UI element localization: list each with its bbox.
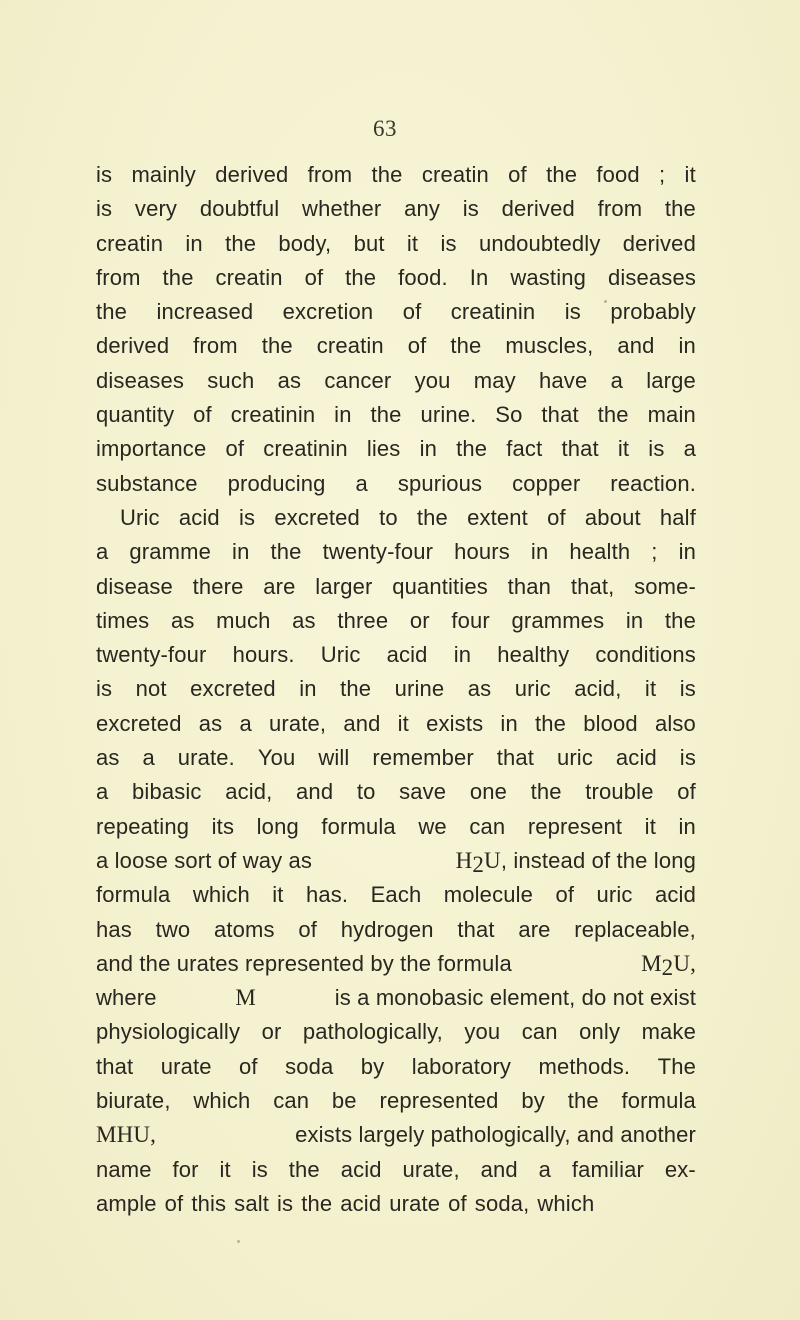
text-line-formula-m: where M is a monobasic element, do not exist (96, 981, 696, 1015)
text-line (96, 604, 696, 638)
word: acid (615, 745, 657, 771)
word: there (192, 573, 244, 599)
text-line (96, 467, 696, 501)
word: undoubtedly (478, 230, 601, 256)
word: as (170, 607, 195, 633)
word: to (379, 504, 398, 530)
word: is (277, 1190, 294, 1216)
word: soda (285, 1053, 334, 1079)
word: that (496, 745, 535, 771)
word: but (353, 230, 385, 256)
word: the (370, 402, 402, 428)
word: the (96, 299, 128, 325)
word: some- (634, 573, 696, 599)
word: or (261, 1019, 282, 1045)
word: healthy (497, 642, 570, 668)
word: increased (156, 299, 254, 325)
word: in (419, 436, 438, 462)
text-line (96, 810, 696, 844)
word: save (399, 779, 447, 805)
word: Uric (120, 504, 160, 530)
word: in (232, 539, 250, 565)
word: acid (340, 1190, 382, 1216)
word: such (207, 367, 255, 393)
word: which (192, 882, 250, 908)
word: fact (506, 436, 543, 462)
word: will (318, 745, 350, 771)
word: in (678, 539, 696, 565)
word: disease (96, 573, 173, 599)
word: is (462, 196, 479, 222)
word: a (538, 1156, 552, 1182)
word: the (535, 710, 567, 736)
word: it (684, 162, 696, 187)
word: may (473, 367, 516, 393)
formula-m: M (235, 985, 256, 1011)
word: much (216, 607, 271, 633)
word: the (162, 264, 194, 290)
word: creatin (421, 162, 489, 187)
word: of (508, 162, 527, 187)
paper-speck (237, 1240, 240, 1243)
word: importance (96, 436, 207, 462)
word: and (617, 333, 655, 359)
word: copper (512, 470, 581, 496)
word: is (96, 196, 113, 222)
word: creatinin (450, 299, 536, 325)
word: the (530, 779, 562, 805)
word: Each (370, 882, 422, 908)
word: hours. (232, 642, 295, 668)
word: it (219, 1156, 231, 1182)
word: excreted (96, 710, 182, 736)
text-line (96, 1050, 696, 1084)
word: represent (527, 813, 623, 839)
word: soda, (474, 1190, 530, 1216)
word: urate, (402, 1156, 460, 1182)
word: it (272, 882, 284, 908)
word: health (569, 539, 631, 565)
word: have (539, 367, 588, 393)
word: in (453, 642, 472, 668)
word: larger (315, 573, 373, 599)
word: exists (426, 710, 484, 736)
text-line-formula-m2u (96, 947, 696, 981)
word: and (480, 1156, 518, 1182)
word: we (418, 813, 447, 839)
word: is (564, 299, 581, 325)
word: long (256, 813, 299, 839)
word: lies (366, 436, 401, 462)
word: that (541, 402, 579, 428)
formula-lead-text: and the urates represented by the formula (96, 950, 512, 976)
text-line (96, 432, 696, 466)
word: four (451, 607, 490, 633)
word: ex- (664, 1156, 696, 1182)
word: acid, (225, 779, 273, 805)
word: are (263, 573, 296, 599)
word: diseases (96, 367, 185, 393)
word: a (683, 436, 696, 462)
word: it (406, 230, 419, 256)
word: the (546, 162, 578, 187)
word: a (96, 539, 109, 565)
word: as (292, 607, 316, 633)
word: spurious (397, 470, 483, 496)
word: probably (610, 299, 696, 325)
word: of (677, 779, 696, 805)
word: in (299, 676, 317, 702)
word: has. (306, 882, 349, 908)
text-line (96, 329, 696, 363)
word: twenty-four (322, 539, 434, 565)
text-line (96, 741, 696, 775)
word: So (495, 402, 523, 428)
formula-m2u: $M_2U$, (641, 950, 696, 980)
word: bibasic (132, 779, 202, 805)
word: it (644, 813, 656, 839)
word: you (464, 1019, 501, 1045)
word: the (345, 264, 377, 290)
word: twenty-four (96, 642, 207, 668)
word: familiar (571, 1156, 644, 1182)
word: three (337, 607, 389, 633)
word: urine. (420, 402, 477, 428)
word: of (225, 436, 245, 462)
word: reaction. (610, 470, 696, 496)
word: is (251, 1156, 268, 1182)
body-text (96, 158, 696, 1221)
word: in (678, 333, 696, 359)
word: two (155, 916, 191, 942)
word: acid (655, 882, 696, 908)
word: creatin (316, 333, 384, 359)
text-line (96, 570, 696, 604)
text-line (96, 158, 696, 192)
word: urate. (177, 745, 235, 771)
word: as (467, 676, 492, 702)
word: food. (398, 264, 448, 290)
word: body, (278, 230, 332, 256)
word: name (96, 1156, 152, 1182)
word: a (96, 779, 109, 805)
word: cancer (324, 367, 392, 393)
word: any (404, 196, 440, 222)
word: derived (622, 230, 696, 256)
word: derived (501, 196, 575, 222)
word: is (648, 436, 665, 462)
text-line (96, 1015, 696, 1049)
word: a (239, 710, 252, 736)
word: which (537, 1190, 595, 1216)
text-line (96, 672, 696, 706)
word: uric (596, 882, 633, 908)
word: only (579, 1019, 621, 1045)
word: by (521, 1088, 545, 1114)
word: the (301, 1190, 333, 1216)
word: of (193, 402, 212, 428)
formula-h2u: $H_2U$, instead of the long (455, 847, 696, 877)
word: uric (556, 745, 593, 771)
word: creatinin (263, 436, 348, 462)
text-line (96, 1084, 696, 1118)
word: physiologically (96, 1019, 241, 1045)
word: urate (160, 1053, 212, 1079)
word: excreted (274, 504, 360, 530)
word: as (96, 745, 120, 771)
text-line-formula-h2u (96, 844, 696, 878)
word: producing (227, 470, 326, 496)
word: of (304, 264, 324, 290)
word: urine (394, 676, 445, 702)
word: very (134, 196, 178, 222)
word: times (96, 607, 150, 633)
word: acid (178, 504, 220, 530)
word: remember (372, 745, 474, 771)
word: and (296, 779, 334, 805)
page-number: 63 (373, 116, 397, 141)
word: represented (379, 1088, 499, 1114)
word: trouble (585, 779, 654, 805)
word: Uric (320, 642, 361, 668)
word: from (597, 196, 643, 222)
word: of (402, 299, 422, 325)
word: of (448, 1190, 467, 1216)
word: not (135, 676, 167, 702)
text-line (96, 398, 696, 432)
word: blood (583, 710, 638, 736)
formula-tail-text: exists largely pathologically, and another (295, 1122, 696, 1148)
word: as (198, 710, 223, 736)
word: conditions (595, 642, 696, 668)
word: about (584, 504, 641, 530)
word: molecule (443, 882, 534, 908)
text-line (96, 707, 696, 741)
word: the (664, 196, 696, 222)
word: the (567, 1088, 599, 1114)
paper-speck (604, 300, 607, 303)
word: doubtful (199, 196, 280, 222)
word: from (193, 333, 238, 359)
word: is (440, 230, 457, 256)
text-line-formula-mhu (96, 1118, 696, 1152)
word: which (193, 1088, 251, 1114)
word: by (360, 1053, 385, 1079)
word: are (518, 916, 551, 942)
word: urate (389, 1190, 441, 1216)
word: the (225, 230, 257, 256)
text-line (96, 1187, 696, 1221)
formula-lead-text: a loose sort of way as (96, 847, 313, 873)
word: creatinin (230, 402, 316, 428)
text-line (96, 775, 696, 809)
word: and (343, 710, 381, 736)
word: in (334, 402, 352, 428)
word: that, (570, 573, 615, 599)
word: for (172, 1156, 199, 1182)
word: muscles, (505, 333, 594, 359)
word: in (530, 539, 549, 565)
word: also (654, 710, 696, 736)
text-line (96, 1153, 696, 1187)
word: than (507, 573, 552, 599)
formula-tail-text: is a monobasic element, do not exist (334, 985, 696, 1011)
word: of (239, 1053, 258, 1079)
text-line (96, 261, 696, 295)
word: diseases (607, 264, 696, 290)
word: of (547, 504, 566, 530)
word: creatin (96, 230, 164, 256)
word: food (596, 162, 640, 187)
word: you (414, 367, 451, 393)
word: is (238, 504, 256, 530)
word: of (164, 1190, 184, 1216)
word: a (610, 367, 623, 393)
word: main (647, 402, 696, 428)
formula-mhu: MHU, (96, 1122, 157, 1148)
word: gramme (129, 539, 212, 565)
word: the (340, 676, 372, 702)
word: the (597, 402, 629, 428)
word: the (450, 333, 482, 359)
word: repeating (96, 813, 190, 839)
word: atoms (213, 916, 275, 942)
word: to (356, 779, 376, 805)
word: biurate, (96, 1088, 171, 1114)
word: is (679, 745, 696, 771)
word: In (469, 264, 489, 290)
text-line (96, 638, 696, 672)
word: formula (96, 882, 171, 908)
word: laboratory (411, 1053, 512, 1079)
word: from (96, 264, 141, 290)
word: replaceable, (574, 916, 696, 942)
word: the (261, 333, 293, 359)
word: large (646, 367, 696, 393)
text-line (96, 192, 696, 226)
word: mainly (131, 162, 196, 187)
word: creatin (215, 264, 283, 290)
word: ; (659, 162, 666, 187)
word: it (397, 710, 409, 736)
word: as (277, 367, 302, 393)
word: ; (651, 539, 658, 565)
word: acid (340, 1156, 382, 1182)
word: of (298, 916, 317, 942)
word: in (185, 230, 203, 256)
word: in (678, 813, 696, 839)
text-line (96, 535, 696, 569)
word: is (96, 676, 113, 702)
word: derived (215, 162, 289, 187)
text-line (96, 227, 696, 261)
word: methods. (538, 1053, 631, 1079)
word: can (469, 813, 506, 839)
word: half (659, 504, 696, 530)
word: from (307, 162, 353, 187)
word: the (371, 162, 403, 187)
text-line (96, 364, 696, 398)
word: pathologically, (302, 1019, 443, 1045)
word: acid (386, 642, 428, 668)
word: formula (321, 813, 396, 839)
word: that (457, 916, 495, 942)
text-line (96, 913, 696, 947)
word: one (469, 779, 507, 805)
word: extent (467, 504, 528, 530)
word: wasting (510, 264, 587, 290)
word: is (96, 162, 113, 187)
word: a (142, 745, 155, 771)
word: this (191, 1190, 227, 1216)
paragraph-start-line (96, 501, 696, 535)
word: quantity (96, 402, 175, 428)
word: the (288, 1156, 320, 1182)
word: has (96, 916, 132, 942)
word: ample (96, 1190, 157, 1216)
word: acid, (574, 676, 622, 702)
word: the (664, 607, 696, 633)
word: excretion (282, 299, 374, 325)
word: excreted (190, 676, 276, 702)
word: whether (302, 196, 382, 222)
word: grammes (511, 607, 605, 633)
word: hydrogen (340, 916, 434, 942)
word: can (521, 1019, 558, 1045)
word: in (500, 710, 518, 736)
word: is (679, 676, 696, 702)
word: quantities (392, 573, 488, 599)
word: that (96, 1053, 134, 1079)
word: uric (514, 676, 551, 702)
word: or (409, 607, 430, 633)
word: of (555, 882, 575, 908)
text-line (96, 878, 696, 912)
word: urate, (269, 710, 327, 736)
word: that (561, 436, 599, 462)
word: the (270, 539, 302, 565)
word: it (644, 676, 657, 702)
word: its (211, 813, 235, 839)
word: in (625, 607, 644, 633)
word: salt (234, 1190, 270, 1216)
word: formula (621, 1088, 696, 1114)
word: substance (96, 470, 198, 496)
word: it (617, 436, 630, 462)
word: the (456, 436, 488, 462)
word: the (416, 504, 448, 530)
word: The (657, 1053, 696, 1079)
word: can (273, 1088, 310, 1114)
word: a (355, 470, 368, 496)
word: You (257, 745, 296, 771)
word: of (407, 333, 427, 359)
word: hours (454, 539, 510, 565)
word: make (641, 1019, 696, 1045)
word: derived (96, 333, 170, 359)
word: be (331, 1088, 357, 1114)
